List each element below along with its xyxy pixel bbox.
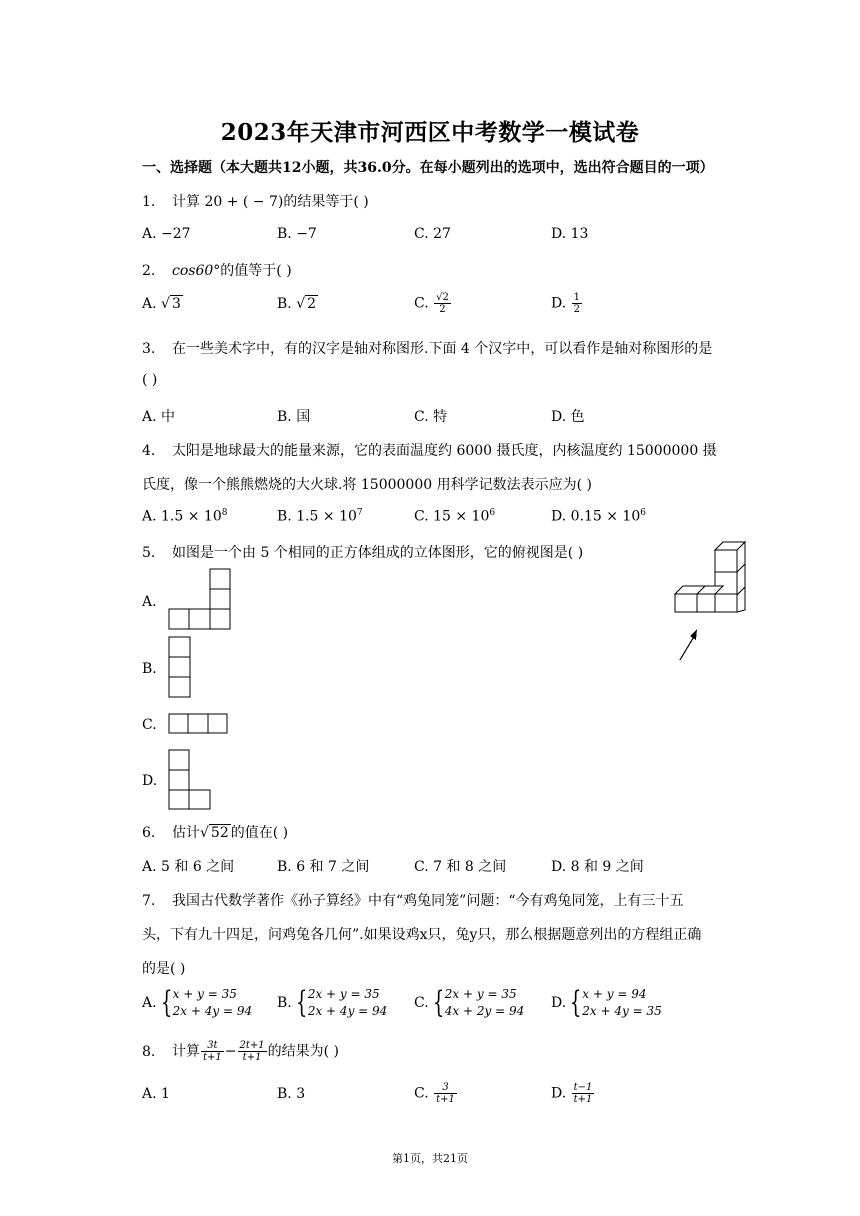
option-d: D. 色 — [551, 409, 585, 425]
option-d: D. {x + y = 94 2x + 4y = 35 — [551, 985, 662, 1020]
option-d: D. $\frac{1}{2}$ — [551, 292, 581, 315]
question-number: 1. — [142, 194, 156, 210]
option-a: A. 中 — [142, 409, 176, 425]
fraction-2: $\frac{2t+1}{t+1}$ — [239, 1040, 265, 1063]
section-heading: 一、选择题（本大题共12小题，共36.0分。在每小题列出的选项中，选出符合题目的一项） — [142, 160, 714, 176]
question-2 — [142, 260, 292, 280]
page-footer: 第1页，共21页 — [392, 1152, 468, 1165]
question-text-line1: 太阳是地球最大的能量来源，它的表面温度约 6000 摄氏度，内核温度约 15000000 摄 — [172, 443, 717, 459]
option-c-label: C. — [142, 717, 157, 733]
option-b: B. $1.5 \times 10^7$ — [277, 508, 363, 525]
option-d: D. 13 — [551, 226, 589, 242]
option-b: B. 3 — [277, 1086, 306, 1102]
options-1 — [142, 226, 782, 248]
page-title: 2023年天津市河西区中考数学一模试卷 — [220, 119, 640, 146]
question-5 — [142, 542, 583, 562]
question-number: 6. — [142, 825, 156, 841]
question-6: 6. 估计√ 52 的值在( ) — [142, 825, 289, 841]
option-b-label: B. — [142, 661, 157, 677]
options-2 — [142, 292, 782, 326]
option-c: C. 27 — [414, 226, 451, 242]
question-number: 3. — [142, 341, 156, 357]
option-d: D. $\frac{t-1}{t+1}$ — [551, 1082, 593, 1105]
question-text-line1: 我国古代数学著作《孙子算经》中有“鸡兔同笼”问题：“今有鸡兔同笼，上有三十五 — [172, 893, 684, 909]
question-text-line1: 在一些美术字中，有的汉字是轴对称图形.下面 4 个汉字中，可以看作是轴对称图形的是 — [172, 341, 713, 357]
question-4-line2: 氏度，像一个熊熊燃烧的大火球.将 15000000 用科学记数法表示应为( ) — [142, 477, 592, 493]
option-a: A. 1 — [142, 1086, 170, 1102]
question-number: 2. — [142, 263, 156, 279]
question-1 — [142, 191, 369, 211]
option-b: B. {2x + y = 35 2x + 4y = 94 — [277, 985, 388, 1020]
option-c-figure — [168, 713, 230, 735]
options-8 — [142, 1082, 782, 1116]
option-c: C. $15 \times 10^6$ — [414, 508, 496, 525]
cos-expression: cos60° — [172, 263, 221, 279]
question-4 — [142, 440, 717, 460]
question-3-line2: ( ) — [142, 372, 158, 388]
option-c: C. $\frac{√2}{2}$ — [414, 292, 449, 315]
option-b: B. 国 — [277, 409, 311, 425]
options-7 — [142, 986, 782, 1026]
question-7-line3: 的是( ) — [142, 961, 186, 977]
question-7 — [142, 890, 683, 910]
question-number: 4. — [142, 443, 156, 459]
option-d: D. $0.15 \times 10^6$ — [551, 508, 646, 525]
question-text: 如图是一个由 5 个相同的正方体组成的立体图形，它的俯视图是( ) — [172, 545, 584, 561]
option-a: A. $1.5 \times 10^8$ — [142, 508, 228, 525]
question-number: 7. — [142, 893, 156, 909]
option-a: A. √ 3 — [142, 296, 181, 312]
view-arrow — [680, 635, 695, 660]
option-b: B. −7 — [277, 226, 317, 242]
option-c: C. {2x + y = 35 4x + 2y = 94 — [414, 985, 525, 1020]
options-6 — [142, 856, 782, 878]
option-a: A. {x + y = 35 2x + 4y = 94 — [142, 985, 253, 1020]
option-a: A. 5 和 6 之间 — [142, 859, 235, 875]
option-c: C. $\frac{3}{t+1}$ — [414, 1082, 455, 1105]
options-4 — [142, 508, 782, 530]
option-b: B. √ 2 — [277, 296, 317, 312]
option-b-figure — [168, 636, 192, 698]
radicand: 52 — [210, 825, 229, 841]
question-3 — [142, 338, 712, 358]
option-c: C. 特 — [414, 409, 448, 425]
option-a-label: A. — [142, 594, 157, 610]
option-b: B. 6 和 7 之间 — [277, 859, 370, 875]
option-d-figure — [168, 749, 214, 811]
option-d: D. 8 和 9 之间 — [551, 859, 644, 875]
option-a: A. −27 — [142, 226, 191, 242]
question-number: 8. — [142, 1043, 156, 1060]
question-text: 的值等于( ) — [220, 263, 292, 279]
question-7-line2: 头，下有九十四足，问鸡兔各几何”.如果设鸡x只，兔y只，那么根据题意列出的方程组正确 — [142, 927, 702, 943]
option-a-figure — [168, 568, 232, 630]
question-number: 5. — [142, 545, 156, 561]
question-8: 8. 计算 $\frac{3t}{t+1}$ − $\frac{2t+1}{t+1}$ 的结果为( ) — [142, 1040, 339, 1063]
option-d-label: D. — [142, 773, 158, 789]
option-c: C. 7 和 8 之间 — [414, 859, 507, 875]
cube-figure — [670, 540, 752, 665]
options-3 — [142, 406, 782, 428]
question-text: 计算 20 + ( − 7)的结果等于( ) — [172, 194, 369, 210]
fraction-1: $\frac{3t}{t+1}$ — [203, 1040, 222, 1063]
